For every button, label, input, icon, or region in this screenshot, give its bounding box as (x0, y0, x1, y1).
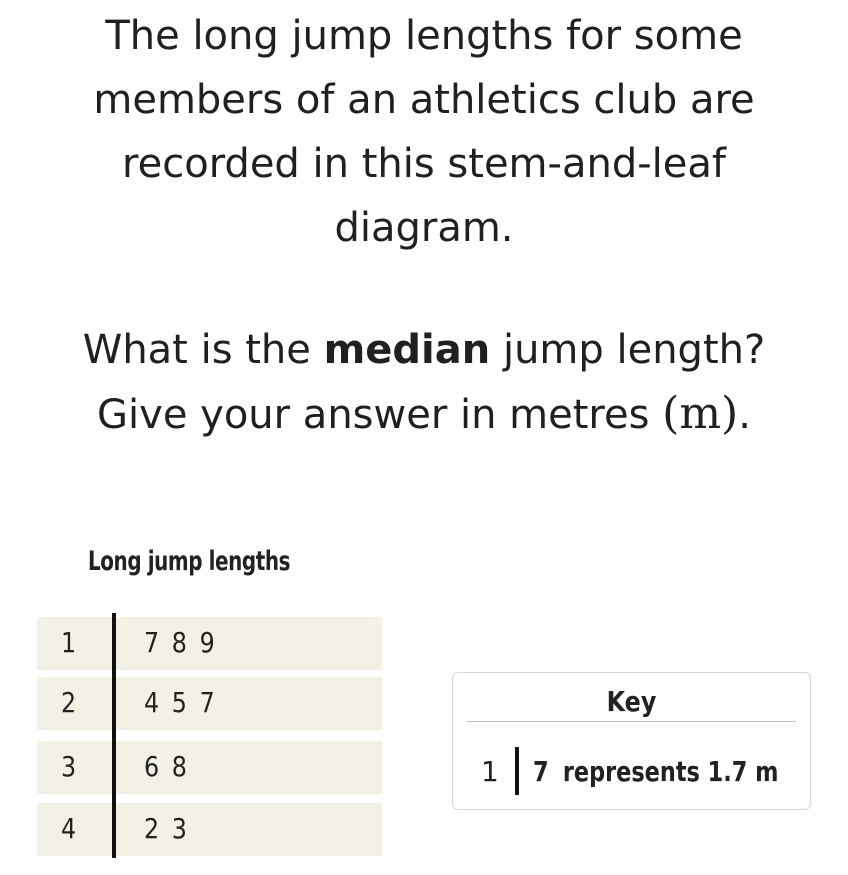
stem-leaf-divider (112, 613, 116, 858)
stem-value: 2 (61, 686, 77, 719)
stem-value: 1 (61, 626, 77, 659)
key-text: represents 1.7 m (562, 755, 779, 788)
question-emphasis: median (323, 327, 491, 373)
stem-value: 4 (61, 812, 77, 845)
key-title: Key (606, 685, 657, 718)
leaf-values: 4 5 7 (144, 686, 215, 719)
stem-value: 3 (61, 750, 77, 783)
question-line-2-text: Give your answer in metres (97, 392, 663, 438)
stem-row-2 (37, 677, 382, 730)
intro-line-4: diagram. (334, 205, 514, 251)
leaf-values: 7 8 9 (144, 626, 215, 659)
question-part-1: What is the (82, 327, 324, 373)
stem-row-4 (37, 803, 382, 856)
question-line-1 (0, 318, 848, 382)
key-stem: 1 (481, 755, 499, 788)
stem-row-3 (37, 741, 382, 794)
leaf-values: 2 3 (144, 812, 187, 845)
diagram-title: Long jump lengths (88, 546, 291, 577)
key-divider-line (467, 721, 796, 722)
intro-line-1: The long jump lengths for some (105, 13, 743, 59)
question-line-2-end: . (738, 392, 751, 438)
key-leaf: 7 (533, 755, 549, 788)
intro-line-2: members of an athletics club are (93, 77, 755, 123)
key-description (533, 755, 778, 788)
key-stem-divider (515, 747, 519, 795)
intro-text (0, 4, 848, 260)
leaf-values: 6 8 (144, 750, 187, 783)
question-part-2: jump length? (490, 327, 766, 373)
unit-label: (m) (662, 388, 739, 439)
key-box (452, 672, 811, 810)
question-line-2 (0, 382, 848, 447)
intro-line-3: recorded in this stem-and-leaf (122, 141, 726, 187)
stem-row-1 (37, 617, 382, 670)
question-text (0, 318, 848, 447)
